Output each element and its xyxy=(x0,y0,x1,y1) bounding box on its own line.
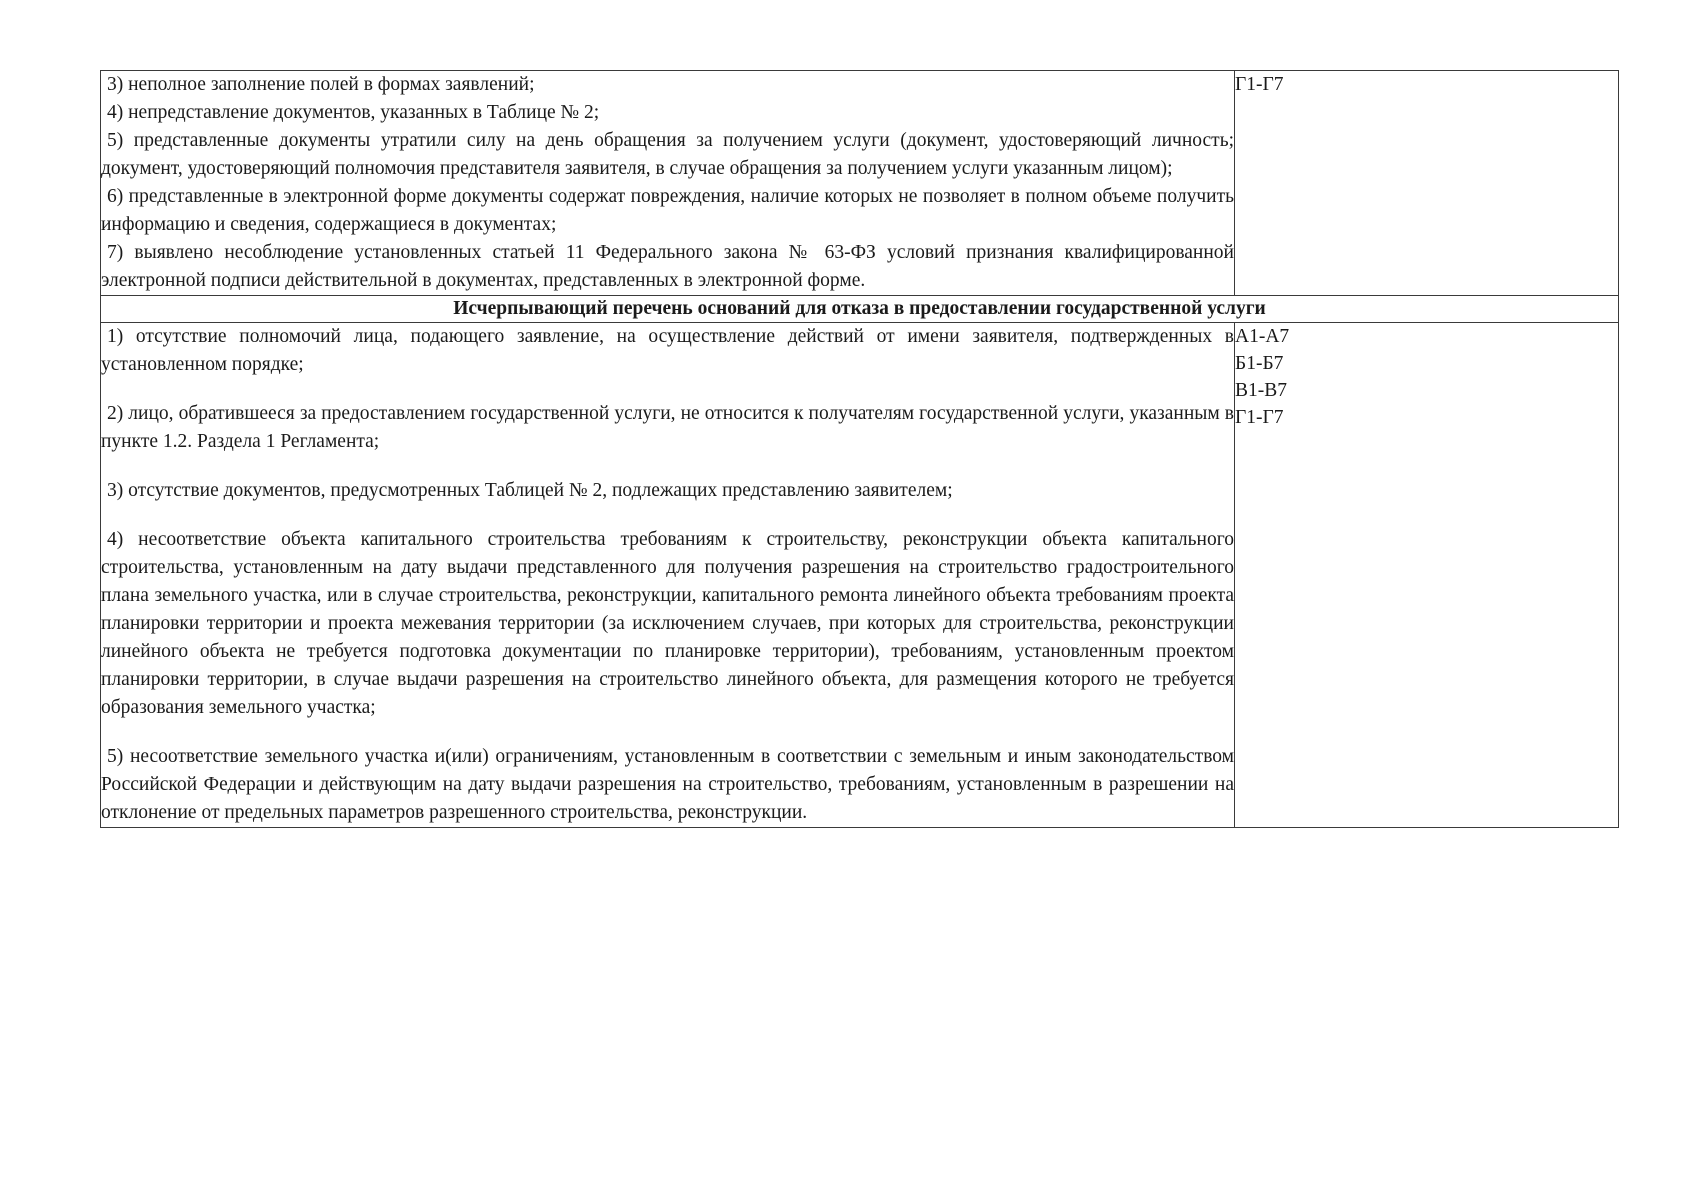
top-grounds-cell xyxy=(101,71,1235,296)
refusal-codes-cell xyxy=(1235,323,1619,828)
top-item-4: 4) непредставление документов, указанных в Таблице № 2; xyxy=(107,102,600,123)
refusal-section-title: Исчерпывающий перечень оснований для отказа в предоставлении государственной услуги xyxy=(101,296,1619,323)
document-table xyxy=(100,70,1619,828)
top-code-g: Г1-Г7 xyxy=(1235,74,1284,95)
refusal-code-v: В1-В7 xyxy=(1235,380,1288,401)
top-item-6: 6) представленные в электронной форме документы содержат повреждения, наличие которых не позволяет в полном объеме получить информацию и сведения, содержащиеся в документах; xyxy=(101,186,1234,235)
refusal-code-b: Б1-Б7 xyxy=(1235,353,1284,374)
refusal-grounds-cell xyxy=(101,323,1235,828)
refusal-item-3: 3) отсутствие документов, предусмотренных Таблицей № 2, подлежащих представлению заявителем; xyxy=(107,480,953,501)
refusal-item-2: 2) лицо, обратившееся за предоставлением государственной услуги, не относится к получателям государственной услуги, указанным в пункте 1.2. Раздела 1 Регламента; xyxy=(101,403,1234,452)
table-row-section-header xyxy=(101,296,1619,323)
top-codes-cell xyxy=(1235,71,1619,296)
table-row-refusal xyxy=(101,323,1619,828)
refusal-code-a: А1-А7 xyxy=(1235,326,1290,347)
top-item-7: 7) выявлено несоблюдение установленных статьей 11 Федерального закона № 63-ФЗ условий признания квалифицированной электронной подписи действительной в документах, представленных в электронной форме. xyxy=(101,242,1234,291)
refusal-item-1: 1) отсутствие полномочий лица, подающего заявление, на осуществление действий от имени заявителя, подтвержденных в установленном порядке; xyxy=(101,326,1234,375)
top-item-3: 3) неполное заполнение полей в формах заявлений; xyxy=(107,74,535,95)
refusal-item-4: 4) несоответствие объекта капитального строительства требованиям к строительству, реконструкции объекта капитального строительства, установленным на дату выдачи представленного для получения разрешения на строительство градостроительного плана земельного участка, или в случае строительства, реконструкции, капитального ремонта линейного объекта требованиям проекта планировки территории и проекта межевания территории (за исключением случаев, при которых для строительства, реконструкции линейного объекта не требуется подготовка документации по планировке территории), требованиям, установленным проектом планировки территории, в случае выдачи разрешения на строительство линейного объекта, для размещения которого не требуется образования земельного участка; xyxy=(101,529,1234,718)
table-row-top xyxy=(101,71,1619,296)
top-item-5: 5) представленные документы утратили силу на день обращения за получением услуги (документ, удостоверяющий личность; документ, удостоверяющий полномочия представителя заявителя, в случае обращения за получением услуги указанным лицом); xyxy=(101,130,1234,179)
refusal-item-5: 5) несоответствие земельного участка и(или) ограничениям, установленным в соответствии с земельным и иным законодательством Российской Федерации и действующим на дату выдачи разрешения на строительство, требованиям, установленным в разрешении на отклонение от предельных параметров разрешенного строительства, реконструкции. xyxy=(101,746,1234,823)
refusal-code-g: Г1-Г7 xyxy=(1235,407,1284,428)
